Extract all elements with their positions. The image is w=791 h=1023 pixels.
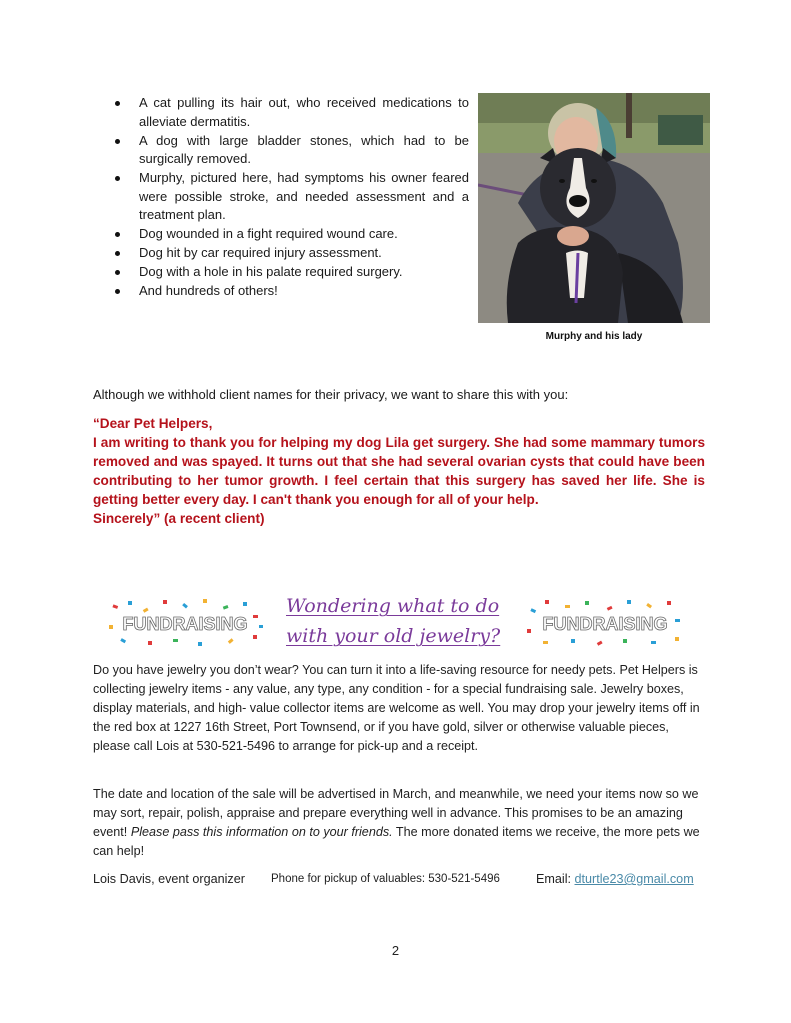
murphy-photo [478,93,710,323]
bullet-icon [115,289,120,294]
bullet-icon [115,139,120,144]
list-item-text: And hundreds of others! [139,283,278,298]
jewelry-paragraph: Do you have jewelry you don’t wear? You can turn it into a life-saving resource for needy pets. Pet Helpers is collecting jewelry items - any value, any type, any condition - for a special fundraising sale. Jewelry boxes, display materials, and high- value collector items are welcome as well. You may drop your jewelry items off in the red box at 1227 16th Street, Port Townsend, or if you have gold, silver or otherwise valuable pieces, please call Lois at 530-521-5496 to arrange for pick-up and a receipt. [93,663,700,753]
bullet-icon [115,101,120,106]
list-item [113,225,469,244]
sale-text-2: The more donated items we receive, the more pets we can help! [93,825,700,858]
list-item [113,169,469,225]
headline-line-2: with your old jewelry? [286,625,501,647]
list-item-text: A dog with large bladder stones, which had to be surgically removed. [139,132,469,166]
fundraising-confetti-icon [103,595,267,649]
list-item [113,263,469,282]
email-block [536,872,694,886]
list-item-text: Dog with a hole in his palate required surgery. [139,264,403,279]
sale-text-1: The date and location of the sale will be advertised in March, and meanwhile, we need your items now so we may sort, repair, polish, appraise and prepare everything well in advance. This promises to be an amazing event! [93,787,699,839]
fundraising-badge-text: FUNDRAISING [122,614,248,634]
bullet-icon [115,270,120,275]
jewelry-headline [286,591,506,651]
list-item [113,282,469,301]
photo-illustration [478,93,710,323]
list-item-text: Dog hit by car required injury assessment. [139,245,382,260]
list-item [113,244,469,263]
bullet-icon [115,176,120,181]
client-letter [93,414,705,528]
list-item [113,132,469,169]
fundraising-badge-left [103,595,267,649]
bullet-icon [115,251,120,256]
list-item [113,94,469,131]
sale-paragraph [93,785,705,861]
page-number: 2 [391,943,400,958]
letter-body: I am writing to thank you for helping my dog Lila get surgery. She had some mammary tumors removed and was spayed. It turns out that she had several ovarian cysts that could have been contributing to her tumor growth. I feel certain that this surgery has saved her life. She is getting better every day. I can't thank you enough for all of your help. [93,435,705,507]
letter-greeting: “Dear Pet Helpers, [93,416,213,431]
email-label: Email: [536,872,575,886]
sale-text-italic: Please pass this information on to your friends. [130,825,393,839]
letter-signoff: Sincerely” (a recent client) [93,511,265,526]
intro-text: Although we withhold client names for their privacy, we want to share this with you: [93,387,569,402]
list-item-text: A cat pulling its hair out, who received medications to alleviate dermatitis. [139,95,469,129]
bullet-icon [115,232,120,237]
list-item-text: Dog wounded in a fight required wound care. [139,226,398,241]
fundraising-confetti-icon [523,595,687,649]
list-item-text: Murphy, pictured here, had symptoms his owner feared were possible stroke, and needed assessment and a treatment plan. [139,170,469,222]
fundraising-badge-text: FUNDRAISING [542,614,668,634]
email-link[interactable]: dturtle23@gmail.com [574,872,694,886]
case-list [113,94,469,301]
photo-caption: Murphy and his lady [545,331,643,342]
organizer-name: Lois Davis, event organizer [93,872,245,886]
headline-line-1: Wondering what to do [286,595,500,617]
fundraising-badge-right [523,595,687,649]
pickup-phone: Phone for pickup of valuables: 530-521-5496 [271,873,500,885]
